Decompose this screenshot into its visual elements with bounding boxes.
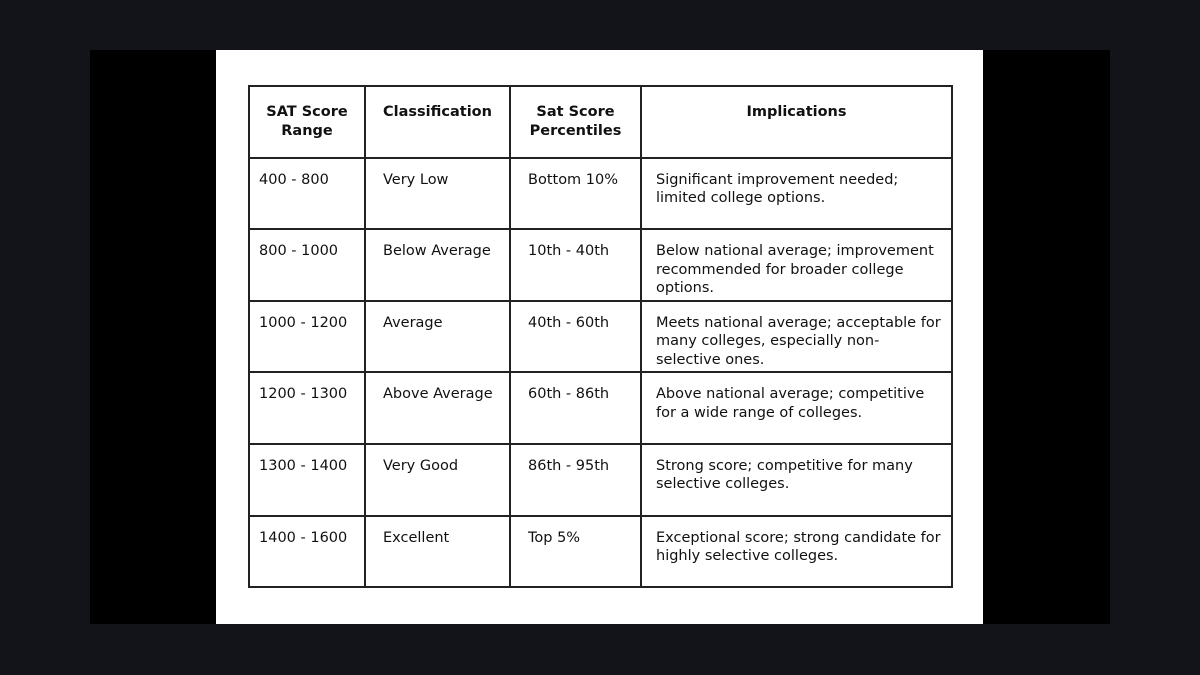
sat-score-table <box>248 85 953 588</box>
table-row <box>249 158 952 230</box>
cell-range: 1400 - 1600 <box>249 516 365 588</box>
table-row <box>249 301 952 373</box>
cell-percentiles: 86th - 95th <box>510 444 641 516</box>
cell-implications: Below national average; improvement recommended for broader college options. <box>641 229 952 301</box>
cell-range: 1300 - 1400 <box>249 444 365 516</box>
cell-implications: Strong score; competitive for many selective colleges. <box>641 444 952 516</box>
cell-classification: Very Good <box>365 444 510 516</box>
cell-implications: Above national average; competitive for a wide range of colleges. <box>641 372 952 444</box>
cell-classification: Below Average <box>365 229 510 301</box>
table-row <box>249 516 952 588</box>
cell-percentiles: Top 5% <box>510 516 641 588</box>
cell-percentiles: Bottom 10% <box>510 158 641 230</box>
header-percentiles: Sat Score Percentiles <box>510 86 641 158</box>
table-row <box>249 229 952 301</box>
table-header-row <box>249 86 952 158</box>
cell-range: 1000 - 1200 <box>249 301 365 373</box>
cell-implications: Significant improvement needed; limited college options. <box>641 158 952 230</box>
cell-classification: Above Average <box>365 372 510 444</box>
table-row <box>249 372 952 444</box>
header-implications: Implications <box>641 86 952 158</box>
cell-percentiles: 40th - 60th <box>510 301 641 373</box>
header-score-range: SAT Score Range <box>249 86 365 158</box>
cell-range: 800 - 1000 <box>249 229 365 301</box>
cell-implications: Exceptional score; strong candidate for highly selective colleges. <box>641 516 952 588</box>
cell-classification: Excellent <box>365 516 510 588</box>
cell-percentiles: 60th - 86th <box>510 372 641 444</box>
cell-classification: Average <box>365 301 510 373</box>
cell-classification: Very Low <box>365 158 510 230</box>
cell-percentiles: 10th - 40th <box>510 229 641 301</box>
cell-range: 1200 - 1300 <box>249 372 365 444</box>
document-page <box>216 50 983 624</box>
table-row <box>249 444 952 516</box>
cell-implications: Meets national average; acceptable for many colleges, especially non-selective ones. <box>641 301 952 373</box>
header-classification: Classification <box>365 86 510 158</box>
cell-range: 400 - 800 <box>249 158 365 230</box>
